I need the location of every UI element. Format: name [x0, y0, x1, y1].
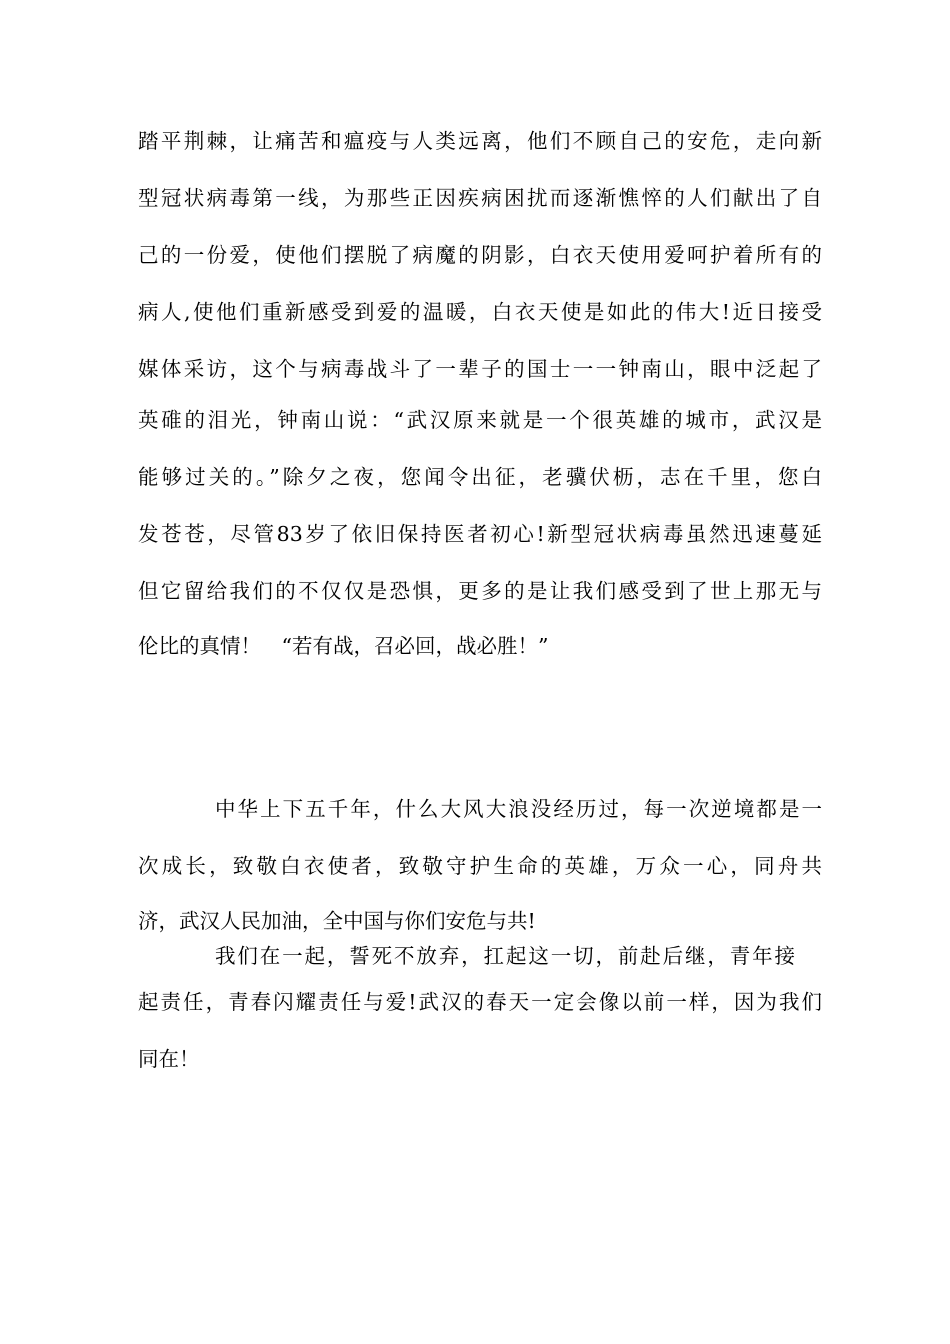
text-line: 济，武汉人民加油，全中国与你们安危与共!	[138, 909, 536, 933]
text-line: 伦比的真情！ “若有战，召必回，战必胜！”	[138, 634, 549, 658]
text-line: 我们在一起，誓死不放弃，扛起这一切，前赴后继，青年接	[215, 944, 795, 968]
text-line: 踏平荆棘，让痛苦和瘟疫与人类远离，他们不顾自己的安危，走向新	[138, 129, 822, 153]
text-line: 次成长，致敬白衣使者，致敬守护生命的英雄，万众一心，同舟共	[138, 854, 822, 878]
text-line: 但它留给我们的不仅仅是恐惧，更多的是让我们感受到了世上那无与	[138, 579, 822, 603]
text-line: 己的一份爱，使他们摆脱了病魔的阴影，白衣天使用爱呵护着所有的	[138, 243, 822, 267]
text-line: 起责任，青春闪耀责任与爱!武汉的春天一定会像以前一样，因为我们	[138, 990, 822, 1014]
text-line: 中华上下五千年，什么大风大浪没经历过，每一次逆境都是一	[215, 797, 822, 821]
text-line: 病人,使他们重新感受到爱的温暖，白衣天使是如此的伟大!近日接受	[138, 300, 822, 324]
text-line: 英碓的泪光，钟南山说：“武汉原来就是一个很英雄的城市，武汉是	[138, 408, 822, 432]
text-line: 媒体采访，这个与病毒战斗了一辈子的国士一一钟南山，眼中泛起了	[138, 357, 822, 381]
text-line: 型冠状病毒第一线，为那些正因疾病困扰而逐渐憔悴的人们献出了自	[138, 186, 822, 210]
text-line: 能够过关的。”除夕之夜，您闻令出征，老骥伏枥，志在千里，您白	[138, 465, 822, 489]
text-line: 发苍苍，尽管83岁了依旧保持医者初心!新型冠状病毒虽然迅速蔓延	[138, 522, 822, 546]
text-line: 同在！	[138, 1047, 200, 1071]
